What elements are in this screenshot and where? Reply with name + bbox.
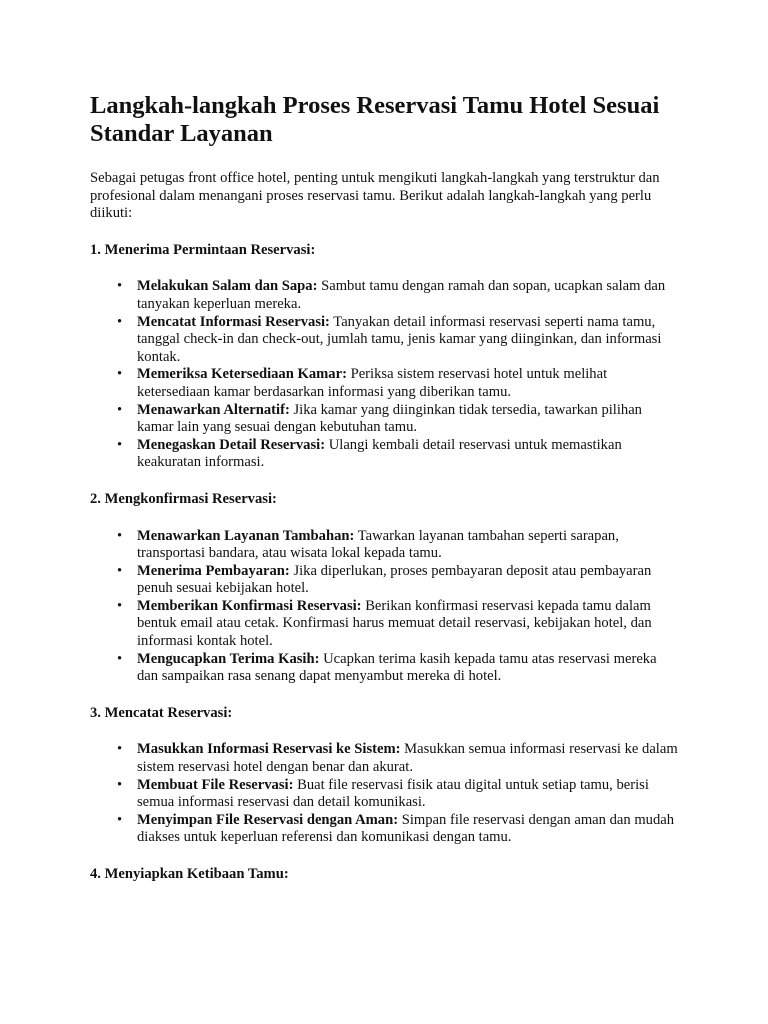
bullet-icon: • — [117, 313, 123, 330]
list-item-term: Menyimpan File Reservasi dengan Aman: — [137, 811, 399, 828]
bullet-icon: • — [117, 741, 123, 758]
step-list — [90, 741, 678, 847]
bullet-icon: • — [117, 597, 123, 614]
list-item-text: Jika kamar yang diinginkan tidak tersedia, tawarkan pilihan kamar lain yang sesuai dengan kebutuhan tamu. — [137, 401, 642, 436]
list-item-text: Buat file reservasi fisik atau digital untuk setiap tamu, berisi semua informasi reservasi dan detail komunikasi. — [137, 776, 649, 811]
bullet-icon: • — [117, 401, 123, 418]
list-item-term: Memberikan Konfirmasi Reservasi: — [137, 597, 362, 614]
list-item — [117, 741, 678, 776]
list-item-term: Menawarkan Layanan Tambahan: — [137, 527, 355, 544]
list-item-text: Simpan file reservasi dengan aman dan mudah diakses untuk keperluan referensi dan komunikasi dengan tamu. — [137, 811, 675, 846]
bullet-icon: • — [117, 366, 123, 383]
document-title: Langkah-langkah Proses Reservasi Tamu Hotel Sesuai Standar Layanan — [90, 92, 660, 147]
list-item — [117, 527, 678, 563]
list-item-text: Jika diperlukan, proses pembayaran deposit atau pembayaran penuh sesuai kebijakan hotel. — [137, 562, 652, 597]
list-item-term: Mencatat Informasi Reservasi: — [137, 313, 330, 330]
list-item-text: Periksa sistem reservasi hotel untuk melihat ketersediaan kamar berdasarkan informasi yang diberikan tamu. — [137, 366, 608, 400]
intro-paragraph: Sebagai petugas front office hotel, penting untuk mengikuti langkah-langkah yang terstruktur dan profesional dalam menangani proses reservasi tamu. Berikut adalah langkah-langkah yang perlu diikuti: — [90, 170, 660, 222]
bullet-icon: • — [117, 436, 123, 453]
list-item — [117, 562, 678, 598]
section-title: 4. Menyiapkan Ketibaan Tamu: — [90, 866, 289, 882]
step-list — [90, 278, 678, 472]
sections-container — [90, 242, 678, 884]
list-item-text: Sambut tamu dengan ramah dan sopan, ucapkan salam dan tanyakan keperluan mereka. — [137, 278, 666, 312]
list-item — [117, 650, 678, 686]
list-item-term: Menegaskan Detail Reservasi: — [137, 436, 326, 453]
section-title: 3. Mencatat Reservasi: — [90, 704, 233, 721]
list-item-term: Menerima Pembayaran: — [137, 562, 290, 579]
list-item-text: Ucapkan terima kasih kepada tamu atas reservasi mereka dan sampaikan rasa senang dapat menyambut mereka di hotel. — [137, 650, 657, 685]
bullet-icon: • — [117, 278, 123, 295]
list-item-text: Tawarkan layanan tambahan seperti sarapan, transportasi bandara, atau wisata lokal kepada tamu. — [137, 527, 619, 562]
list-item — [117, 811, 678, 847]
list-item-term: Masukkan Informasi Reservasi ke Sistem: — [137, 741, 401, 758]
list-item — [117, 436, 678, 472]
list-item-text: Tanyakan detail informasi reservasi seperti nama tamu, tanggal check-in dan check-out, jumlah tamu, jenis kamar yang diinginkan, dan informasi kontak. — [137, 313, 662, 365]
section-title: 1. Menerima Permintaan Reservasi: — [90, 241, 316, 258]
list-item — [117, 313, 678, 367]
list-item-text: Ulangi kembali detail reservasi untuk memastikan keakuratan informasi. — [137, 436, 622, 471]
list-item-term: Membuat File Reservasi: — [137, 776, 294, 793]
list-item-term: Melakukan Salam dan Sapa: — [137, 278, 318, 295]
step-list — [90, 528, 678, 686]
bullet-icon: • — [117, 776, 123, 793]
list-item — [117, 401, 678, 437]
list-item-text: Berikan konfirmasi reservasi kepada tamu dalam bentuk email atau cetak. Konfirmasi harus memuat detail reservasi, kebijakan hotel, dan informasi kontak hotel. — [137, 597, 652, 650]
section-title: 2. Mengkonfirmasi Reservasi: — [90, 490, 277, 507]
bullet-icon: • — [117, 562, 123, 579]
list-item — [117, 776, 678, 812]
bullet-icon: • — [117, 650, 123, 667]
bullet-icon: • — [117, 527, 123, 544]
list-item-text: Masukkan semua informasi reservasi ke dalam sistem reservasi hotel dengan benar dan akurat. — [137, 741, 678, 776]
list-item — [117, 597, 678, 651]
list-item — [117, 366, 678, 401]
list-item — [117, 278, 678, 313]
list-item-term: Menawarkan Alternatif: — [137, 401, 290, 418]
list-item-term: Mengucapkan Terima Kasih: — [137, 650, 320, 667]
list-item-term: Memeriksa Ketersediaan Kamar: — [137, 366, 347, 383]
bullet-icon: • — [117, 811, 123, 828]
